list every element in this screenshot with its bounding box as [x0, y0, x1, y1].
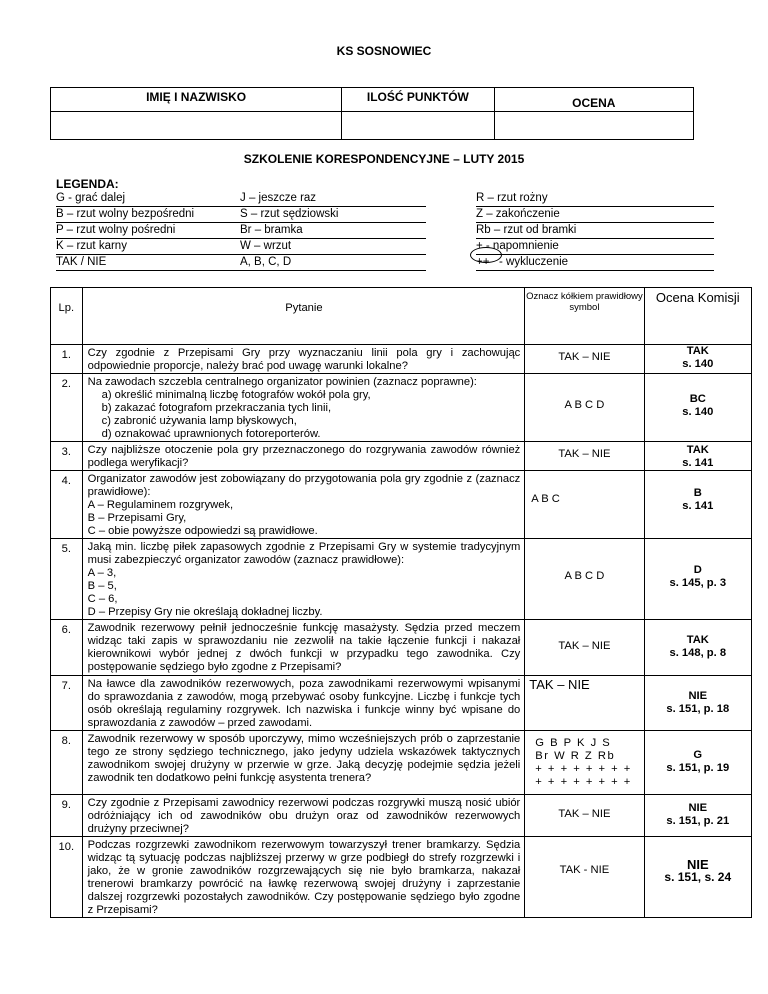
question-cell: [82, 620, 525, 676]
table-row: [51, 374, 752, 442]
questions-table: [50, 287, 752, 918]
answer-option: A – Regulaminem rozgrywek,: [87, 499, 234, 511]
legend-item: + - napomnienie: [476, 239, 714, 255]
grade-cell: [644, 471, 751, 539]
name-field[interactable]: [51, 112, 342, 140]
symbol-options: TAK – NIE: [558, 351, 611, 363]
legend-item: S – rzut sędziowski: [240, 207, 426, 223]
question-text: Zawodnik rezerwowy w sposób uporczywy, mimo wcześniejszych prób o zaprzestanie tego ze strony sędziego technicznego, jako jedyny udziela wskazówek taktycznych zawodnikom swojej drużyny w przerwie w grze. Jaką decyzję podejmie sędzia jeżeli zawodnik ten dodatkowo pełni funkcję asystenta trenera?: [87, 733, 521, 784]
col-question-header: Pytanie: [82, 288, 525, 345]
symbol-cell[interactable]: [525, 374, 644, 442]
grade-answer: NIE: [688, 690, 708, 702]
row-number: 1.: [51, 345, 83, 374]
row-number: 10.: [51, 837, 83, 918]
question-cell: [82, 442, 525, 471]
symbol-options: TAK - NIE: [559, 864, 610, 876]
question-text: Na zawodach szczebla centralnego organizator powinien (zaznacz poprawne):: [87, 376, 477, 388]
legend-title: LEGENDA:: [56, 177, 119, 191]
legend-item: K – rzut karny: [56, 239, 262, 255]
table-row: [51, 620, 752, 676]
legend-item: Br – bramka: [240, 223, 426, 239]
grade-field[interactable]: [494, 112, 693, 140]
points-label: ILOŚĆ PUNKTÓW: [342, 88, 494, 112]
symbol-options: A B C D: [564, 570, 605, 582]
question-cell: [82, 795, 525, 837]
table-row: [51, 442, 752, 471]
row-number: 5.: [51, 539, 83, 620]
row-number: 6.: [51, 620, 83, 676]
symbol-cell[interactable]: [525, 731, 644, 795]
question-cell: [82, 731, 525, 795]
answer-option: C – 6,: [87, 593, 118, 605]
symbol-cell[interactable]: [525, 471, 644, 539]
grade-cell: [644, 795, 751, 837]
question-text: Jaką min. liczbę piłek zapasowych zgodnie z Przepisami Gry w systemie tradycyjnym musi zabezpieczyć organizator zawodów (zaznacz prawidłowe):: [87, 541, 521, 566]
symbol-options: A B C D: [564, 399, 605, 411]
row-number: 8.: [51, 731, 83, 795]
answer-option: D – Przepisy Gry nie określają dokładnej liczby.: [87, 606, 323, 618]
symbol-cell[interactable]: [525, 539, 644, 620]
page-subtitle: SZKOLENIE KORESPONDENCYJNE – LUTY 2015: [243, 152, 525, 166]
question-text: Zawodnik rezerwowy pełnił jednocześnie funkcję masażysty. Sędzia przed meczem widząc taki zapis w sprawozdaniu nie zezwolił na takie łączenie funkcji i nakazał kierownikowi wybór jednej z dwóch funkcji w przypadku tego zawodnika. Czy postępowanie sędziego było zgodne z Przepisami?: [87, 622, 521, 673]
grade-answer: NIE: [688, 802, 708, 814]
grade-answer: BC: [689, 393, 706, 405]
grade-answer: NIE: [686, 857, 709, 872]
question-text: Czy najbliższe otoczenie pola gry przeznaczonego do rozgrywania zawodów również podlega weryfikacji?: [87, 444, 521, 469]
question-text: Czy zgodnie z Przepisami zawodnicy rezerwowi podczas rozgrywki muszą nosić ubiór odróżniający ich od zawodników obu drużyn oraz od zawodników rezerwowych drużyny przeciwnej?: [87, 797, 521, 835]
legend-col-2: [240, 191, 426, 271]
table-row: [51, 676, 752, 731]
grade-label: OCENA: [494, 88, 693, 112]
question-cell: [82, 345, 525, 374]
legend-item: TAK / NIE: [56, 255, 262, 271]
grade-answer: TAK: [686, 444, 709, 456]
grade-cell: [644, 374, 751, 442]
symbol-cell[interactable]: [525, 620, 644, 676]
grade-reference: s. 151, p. 19: [666, 762, 730, 774]
legend-item: P – rzut wolny pośredni: [56, 223, 262, 239]
question-cell: [82, 837, 525, 918]
legend-col-3: [476, 191, 714, 271]
symbol-line: + + + + + + + +: [535, 763, 632, 775]
club-title: KS SOSNOWIEC: [336, 44, 432, 58]
grade-cell: [644, 676, 751, 731]
student-header-table: [50, 87, 694, 140]
symbol-options: TAK – NIE: [558, 808, 611, 820]
row-number: 2.: [51, 374, 83, 442]
symbol-options: TAK – NIE: [529, 677, 590, 692]
points-field[interactable]: [342, 112, 494, 140]
symbol-line: + + + + + + + +: [535, 776, 632, 788]
table-row: [51, 837, 752, 918]
grade-cell: [644, 837, 751, 918]
symbol-line: Br W R Z Rb: [535, 750, 616, 762]
table-row: [51, 471, 752, 539]
grade-cell: [644, 620, 751, 676]
question-text: Podczas rozgrzewki zawodnikom rezerwowym towarzyszył trener bramkarzy. Sędzia widząc tą sytuację podczas najbliższej przerwy w grze podbiegł do strefy rozgrzewki i jako, że w gronie zawodników rozgrzewających się nie było bramkarza, nakazał trenerowi bramkarzy powrócić na ławkę rezerwową swojej drużyny i zaprzestanie dalszej rozgrzewki pozostałych zawodników. Czy postępowanie sędziego było zgodne z Przepisami?: [87, 839, 521, 916]
legend-item: B – rzut wolny bezpośredni: [56, 207, 262, 223]
legend-item: A, B, C, D: [240, 255, 426, 271]
grade-cell: [644, 539, 751, 620]
circle-mark-icon: [470, 247, 502, 263]
col-lp-header: Lp.: [51, 288, 83, 345]
legend-item: ++ - wykluczenie: [476, 255, 714, 271]
grade-reference: s. 151, p. 18: [666, 703, 730, 715]
question-cell: [82, 539, 525, 620]
question-cell: [82, 471, 525, 539]
table-row: [51, 731, 752, 795]
symbol-cell[interactable]: [525, 795, 644, 837]
answer-option: B – Przepisami Gry,: [87, 512, 187, 524]
grade-cell: [644, 345, 751, 374]
grade-reference: s. 151, p. 21: [666, 815, 730, 827]
legend-item: G - grać dalej: [56, 191, 262, 207]
symbol-options: A B C: [531, 493, 560, 505]
question-text: Czy zgodnie z Przepisami Gry przy wyznaczaniu linii pola gry i zachowując odpowiednie proporcje, należy brać pod uwagę warunki lokalne?: [87, 347, 521, 372]
row-number: 4.: [51, 471, 83, 539]
grade-answer: TAK: [686, 345, 709, 357]
symbol-options: TAK – NIE: [558, 448, 611, 460]
legend-item: Z – zakończenie: [476, 207, 714, 223]
col-symbol-header: Oznacz kółkiem prawidłowy symbol: [525, 288, 644, 345]
symbol-cell[interactable]: [525, 345, 644, 374]
col-grade-header: Ocena Komisji: [644, 288, 751, 345]
table-row: [51, 795, 752, 837]
answer-option: a) określić minimalną liczbę fotografów wokół pola gry,: [101, 389, 371, 401]
grade-reference: s. 151, s. 24: [664, 870, 732, 884]
answer-option: c) zabronić używania lamp błyskowych,: [101, 415, 297, 427]
legend-item: R – rzut rożny: [476, 191, 714, 207]
grade-reference: s. 140: [682, 406, 714, 418]
table-row: [51, 345, 752, 374]
grade-reference: s. 148, p. 8: [669, 647, 727, 659]
row-number: 7.: [51, 676, 83, 731]
symbol-cell[interactable]: [525, 442, 644, 471]
question-cell: [82, 374, 525, 442]
answer-option: A – 3,: [87, 567, 117, 579]
legend-item: J – jeszcze raz: [240, 191, 426, 207]
row-number: 9.: [51, 795, 83, 837]
grade-answer: B: [693, 487, 702, 499]
answer-option: C – obie powyższe odpowiedzi są prawidłowe.: [87, 525, 318, 537]
answer-option: b) zakazać fotografom przekraczania tych linii,: [101, 402, 332, 414]
grade-answer: TAK: [686, 634, 709, 646]
symbol-options: TAK – NIE: [558, 640, 611, 652]
row-number: 3.: [51, 442, 83, 471]
question-text: Na ławce dla zawodników rezerwowych, poza zawodnikami rezerwowymi wpisanymi do sprawozdania z zawodów, mogą przebywać osoby funkcyjne. Liczbę i funkcje tych osób określają regulaminy rozgrywek. Ich nazwiska i funkcje winny być wpisane do sprawozdania z zawodów – przed zawodami.: [87, 678, 521, 729]
symbol-cell[interactable]: [525, 676, 644, 731]
grade-reference: s. 141: [682, 500, 714, 512]
answer-option: d) oznakować uprawnionych fotoreporterów.: [101, 428, 321, 440]
grade-answer: D: [693, 564, 702, 576]
table-row: [51, 539, 752, 620]
grade-cell: [644, 731, 751, 795]
symbol-cell[interactable]: [525, 837, 644, 918]
legend-col-1: [56, 191, 262, 271]
grade-reference: s. 140: [682, 358, 714, 370]
legend-item: W – wrzut: [240, 239, 426, 255]
name-label: IMIĘ I NAZWISKO: [51, 88, 342, 112]
grade-reference: s. 145, p. 3: [669, 577, 727, 589]
question-text: Organizator zawodów jest zobowiązany do przygotowania pola gry zgodnie z (zaznacz prawidłowe):: [87, 473, 521, 498]
grade-reference: s. 141: [682, 457, 714, 469]
answer-option: B – 5,: [87, 580, 117, 592]
grade-cell: [644, 442, 751, 471]
grade-answer: G: [693, 749, 703, 761]
symbol-line: G B P K J S: [535, 737, 612, 749]
legend-item: Rb – rzut od bramki: [476, 223, 714, 239]
legend: [52, 177, 716, 268]
question-cell: [82, 676, 525, 731]
